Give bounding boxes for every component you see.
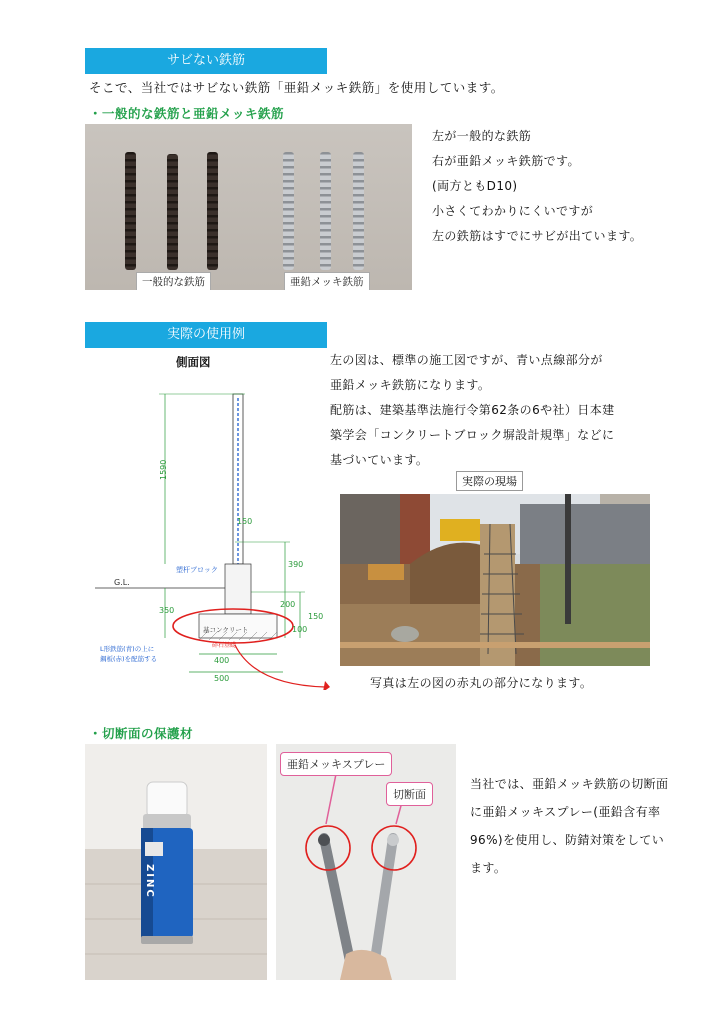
construction-site-photo	[340, 494, 650, 666]
subheading-cut-protection: ・切断面の保護材	[89, 726, 194, 741]
desc-line: 96%)を使用し、防錆対策をしてい	[470, 833, 665, 847]
cut-face-drawing	[276, 744, 456, 980]
spray-can-text: ZINC	[144, 864, 155, 899]
desc-line: 左が一般的な鉄筋	[432, 129, 532, 143]
subheading-comparison: ・一般的な鉄筋と亜鉛メッキ鉄筋	[89, 106, 285, 121]
desc-line: 小さくてわかりにくいですが	[432, 204, 594, 218]
example-description	[330, 348, 670, 473]
label-zinc-rebar: 亜鉛メッキ鉄筋	[284, 272, 370, 290]
label-plain-rebar: 一般的な鉄筋	[136, 272, 211, 290]
note-line-2: 鋼板(赤)を配筋する	[100, 655, 158, 663]
desc-line: 左の鉄筋はすでにサビが出ています。	[432, 229, 643, 243]
lead-text: そこで、当社ではサビない鉄筋「亜鉛メッキ鉄筋」を使用しています。	[89, 80, 504, 95]
desc-line: 築学会「コンクリートブロック塀設計規準」などに	[330, 428, 615, 442]
rebar-description	[432, 124, 702, 249]
desc-line: 亜鉛メッキ鉄筋になります。	[330, 378, 491, 392]
label-concrete: 基コンクリート	[203, 626, 249, 634]
callout-cut-face: 切断面	[386, 782, 433, 806]
dim-200: 200	[280, 600, 296, 609]
site-photo-drawing	[340, 494, 650, 666]
section-title-rustproof: サビない鉄筋	[85, 48, 327, 74]
section-title-example: 実際の使用例	[85, 322, 327, 348]
desc-line: 右が亜鉛メッキ鉄筋です。	[432, 154, 580, 168]
spray-can-drawing	[85, 744, 267, 980]
desc-line: 左の図は、標準の施工図ですが、青い点線部分が	[330, 353, 603, 367]
dim-350: 350	[159, 606, 175, 615]
cut-protection-description	[470, 770, 700, 882]
zinc-rebar-3	[353, 152, 364, 270]
site-photo-label: 実際の現場	[456, 471, 523, 491]
dim-500: 500	[214, 674, 230, 683]
dim-390: 390	[288, 560, 304, 569]
desc-line: (両方ともD10)	[432, 179, 518, 193]
dim-100: 100	[292, 625, 308, 634]
dim-150-bottom: 150	[308, 612, 324, 621]
dim-150-top: 150	[237, 517, 253, 526]
dim-1590: 1590	[159, 459, 168, 480]
label-gravel: 砕石基礎	[212, 642, 237, 649]
rebar-photo-drawing	[85, 124, 412, 290]
desc-line: 配筋は、建築基準法施行令第62条の6や社）日本建	[330, 403, 615, 417]
label-gl: G.L.	[114, 578, 130, 587]
plain-rebar-2	[167, 154, 178, 270]
footing-block	[225, 564, 251, 614]
callout-zinc-spray: 亜鉛メッキスプレー	[280, 752, 392, 776]
note-line-1: L形鉄筋(青)の上に	[100, 645, 155, 653]
plain-rebar-3	[207, 152, 218, 270]
zinc-rebar-1	[283, 152, 294, 270]
cut-face-photo	[276, 744, 456, 980]
desc-line: 当社では、亜鉛メッキ鉄筋の切断面	[470, 777, 669, 791]
desc-line: ます。	[470, 861, 507, 875]
red-arrow-curve	[235, 645, 325, 687]
desc-line: 基づいています。	[330, 453, 429, 467]
diagram-title: 側面図	[176, 355, 211, 369]
rebar-comparison-photo	[85, 124, 412, 290]
zinc-rebar-2	[320, 152, 331, 270]
dim-400: 400	[214, 656, 230, 665]
red-arrowhead	[323, 681, 330, 690]
side-view-diagram	[85, 370, 330, 690]
label-block: 塑杆ブロック	[176, 566, 218, 574]
site-photo-caption: 写真は左の図の赤丸の部分になります。	[370, 676, 593, 690]
spray-can-photo	[85, 744, 267, 980]
plain-rebar-1	[125, 152, 136, 270]
desc-line: に亜鉛メッキスプレー(亜鉛含有率	[470, 805, 661, 819]
